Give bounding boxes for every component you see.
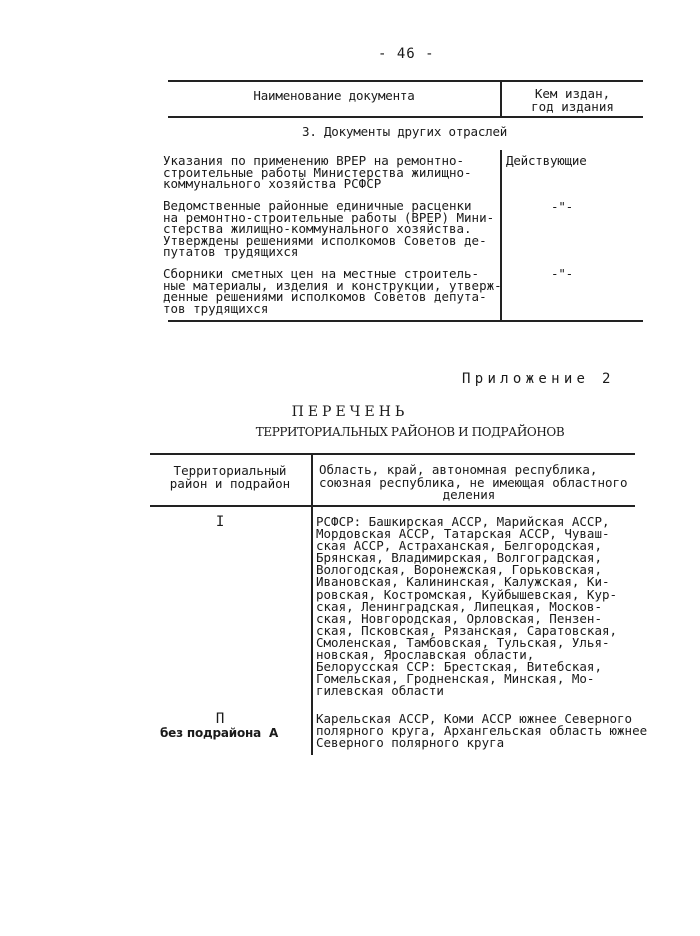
district-number: П [215, 711, 225, 727]
region-list [316, 516, 617, 697]
region-list [316, 713, 647, 749]
region-line: Брянская, Владимирская, Волгоградская, [316, 550, 602, 566]
table-top-rule [168, 80, 643, 82]
table2-top-rule [150, 453, 635, 455]
region-line: Гомельская, Гродненская, Минская, Мо- [316, 671, 595, 687]
header-line: район и подрайон [169, 476, 291, 491]
table-row [163, 155, 472, 190]
region-line: РСФСР: Башкирская АССР, Марийская АССР, [316, 514, 610, 529]
row-text-line: Сборники сметных цен на местные строитель- [163, 266, 480, 281]
row-text-line: путатов трудящихся [163, 244, 299, 259]
region-line: ская АССР, Астраханская, Белгородская, [316, 538, 602, 554]
district-number: I [215, 514, 225, 530]
row-text-line: стерства жилищно-коммунального хозяйства. [163, 221, 472, 236]
table2-column-divider [311, 453, 313, 755]
row-text-line: ные материалы, изделия и конструкции, утверж- [163, 277, 502, 293]
table-row [163, 268, 502, 314]
row-text-line: коммунального хозяйства РСФСР [163, 176, 382, 191]
region-line: ровская, Костромская, Куйбышевская, Кур- [316, 586, 618, 602]
region-line: Мордовская АССР, Татарская АССР, Чуваш- [316, 526, 610, 542]
header-line: союзная республика, не имеющая областного [319, 474, 628, 490]
table-header-rule [168, 116, 643, 118]
row-text-line: денные решениями исполкомов Советов депута- [163, 289, 487, 304]
row-text-line: тов трудящихся [163, 300, 269, 316]
region-line: Карельская АССР, Коми АССР южнее Северного [316, 711, 633, 726]
list-subtitle: ТЕРРИТОРИАЛЬНЫХ РАЙОНОВ И ПОДРАЙОНОВ [255, 425, 565, 439]
table-bottom-rule [168, 320, 643, 322]
region-line: Ивановская, Калининская, Калужская, Ки- [316, 574, 610, 590]
header-line: деления [442, 487, 496, 502]
header-issuer-line: год издания [531, 99, 614, 114]
list-title: ПЕРЕЧЕНЬ [291, 404, 409, 420]
row-text-line: Ведомственные районные единичные расценки [163, 198, 472, 213]
header-document-name: Наименование документа [253, 88, 415, 103]
district-subregion: без подрайона А [160, 726, 279, 740]
region-line: Белорусская ССР: Брестская, Витебская, [316, 659, 602, 675]
region-line: полярного круга, Архангельская область южнее [316, 723, 648, 739]
region-line: ская, Ленинградская, Липецкая, Москов- [316, 598, 602, 614]
region-line: новская, Ярославская области, [316, 647, 535, 663]
row-issuer: -"- [551, 266, 573, 281]
header-line: Область, край, автономная республика, [319, 462, 598, 477]
region-line: гилевская области [316, 683, 444, 699]
row-text-line: строительные работы Министерства жилищно- [163, 164, 472, 180]
region-line: Вологодская, Воронежская, Горьковская, [316, 562, 602, 578]
appendix-label: Приложение 2 [462, 371, 615, 387]
table2-header-rule [150, 505, 635, 507]
row-issuer: -"- [551, 199, 573, 214]
section-title: 3. Документы других отраслей [302, 124, 508, 139]
header-line: Территориальный [173, 463, 287, 478]
table2-header-region [319, 464, 639, 502]
row-text-line: на ремонтно-строительные работы (ВРЕР) Мини- [163, 209, 495, 225]
row-text-line: Утверждены решениями исполкомов Советов де- [163, 232, 487, 248]
header-issuer-line: Кем издан, [534, 86, 611, 101]
header-issuer [502, 87, 643, 113]
row-text-line: Указания по применению ВРЕР на ремонтно- [163, 153, 465, 168]
region-line: ская, Псковская, Рязанская, Саратовская, [316, 622, 618, 638]
region-line: Северного полярного круга [316, 735, 505, 751]
table2-header-district [150, 464, 310, 490]
page-number: - 46 - [378, 46, 435, 62]
region-line: ская, Новгородская, Орловская, Пензен- [316, 610, 602, 626]
region-line: Смоленская, Тамбовская, Тульская, Улья- [316, 634, 610, 650]
table-row [163, 200, 494, 258]
row-issuer: Действующие [506, 153, 587, 168]
